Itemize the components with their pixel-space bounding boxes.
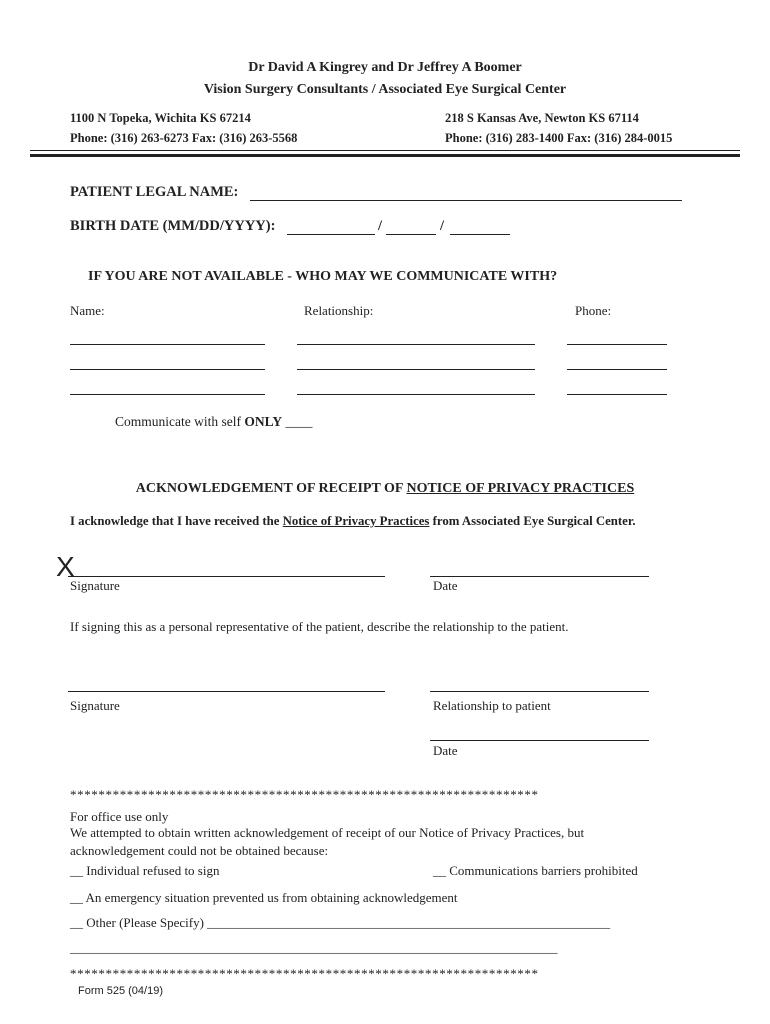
representative-signature-field[interactable] [68, 691, 385, 692]
birth-year-field[interactable] [450, 234, 510, 235]
contact-1-name-field[interactable] [70, 344, 265, 345]
header-divider-thin [30, 150, 740, 151]
birth-date-label: BIRTH DATE (MM/DD/YYYY): [70, 218, 276, 234]
representative-signature-label: Signature [70, 698, 120, 713]
contact-relationship-header: Relationship: [304, 303, 374, 318]
representative-note: If signing this as a personal representative of the patient, describe the relationship to the patient. [70, 619, 569, 634]
communicate-self-blank[interactable]: ____ [285, 414, 313, 429]
option-other-specify[interactable]: __ Other (Please Specify) ______________________________________________________________ [70, 915, 611, 930]
communicate-self-only-word: ONLY [244, 414, 283, 429]
contact-3-phone-field[interactable] [567, 394, 667, 395]
doctor-names: Dr David A Kingrey and Dr Jeffrey A Boomer [248, 60, 522, 75]
header-divider-thick [30, 154, 740, 157]
contact-2-phone-field[interactable] [567, 369, 667, 370]
patient-name-field[interactable] [250, 200, 682, 201]
birth-day-field[interactable] [386, 234, 436, 235]
other-specify-continuation[interactable]: ___________________________________________________________________________ [70, 940, 558, 955]
office-divider-top: ****************************************************************** [70, 787, 539, 802]
ack-title-prefix: ACKNOWLEDGEMENT OF RECEIPT OF [135, 481, 403, 496]
form-number: Form 525 (04/19) [78, 985, 163, 997]
contact-3-relationship-field[interactable] [297, 394, 535, 395]
signature-x-mark: X [56, 551, 75, 582]
patient-name-label: PATIENT LEGAL NAME: [70, 184, 239, 200]
date-label: Date [433, 578, 458, 593]
ack-title [0, 481, 770, 497]
signature-date-field[interactable] [430, 576, 649, 577]
relationship-to-patient-label: Relationship to patient [433, 698, 551, 713]
office-explanation-line1: We attempted to obtain written acknowledgement of receipt of our Notice of Privacy Practices, but [70, 825, 585, 840]
wichita-phone: Phone: (316) 263-6273 Fax: (316) 263-5568 [70, 131, 298, 145]
wichita-address: 1100 N Topeka, Wichita KS 67214 [70, 111, 251, 125]
contact-phone-header: Phone: [575, 303, 612, 318]
contact-2-relationship-field[interactable] [297, 369, 535, 370]
birth-slash-2: / [440, 218, 445, 234]
relationship-to-patient-field[interactable] [430, 691, 649, 692]
ack-statement-prefix: I acknowledge that I have received the [70, 514, 280, 528]
newton-phone: Phone: (316) 283-1400 Fax: (316) 284-0015 [445, 131, 673, 145]
office-use-heading: For office use only [70, 809, 169, 824]
ack-statement-link: Notice of Privacy Practices [282, 514, 430, 528]
signature-label: Signature [70, 578, 120, 593]
contacts-heading: IF YOU ARE NOT AVAILABLE - WHO MAY WE COMMUNICATE WITH? [88, 269, 558, 284]
office-divider-bottom: ****************************************************************** [70, 966, 539, 981]
ack-statement [70, 514, 636, 529]
office-explanation-line2: acknowledgement could not be obtained because: [70, 843, 329, 858]
contact-name-header: Name: [70, 303, 105, 318]
newton-address: 218 S Kansas Ave, Newton KS 67114 [445, 111, 639, 125]
practice-name: Vision Surgery Consultants / Associated Eye Surgical Center [203, 82, 567, 97]
ack-statement-suffix: from Associated Eye Surgical Center. [432, 514, 636, 528]
option-communication-barriers[interactable]: __ Communications barriers prohibited [433, 863, 638, 878]
contact-3-name-field[interactable] [70, 394, 265, 395]
option-emergency[interactable]: __ An emergency situation prevented us from obtaining acknowledgement [70, 890, 458, 905]
ack-title-link: NOTICE OF PRIVACY PRACTICES [406, 481, 635, 496]
contact-2-name-field[interactable] [70, 369, 265, 370]
communicate-self-label: Communicate with self [115, 414, 241, 429]
option-refused-to-sign[interactable]: __ Individual refused to sign [70, 863, 220, 878]
communicate-self-only [115, 414, 313, 430]
birth-slash-1: / [378, 218, 383, 234]
patient-signature-field[interactable] [68, 576, 385, 577]
representative-date-field[interactable] [430, 740, 649, 741]
contact-1-phone-field[interactable] [567, 344, 667, 345]
contact-1-relationship-field[interactable] [297, 344, 535, 345]
representative-date-label: Date [433, 743, 458, 758]
birth-month-field[interactable] [287, 234, 375, 235]
